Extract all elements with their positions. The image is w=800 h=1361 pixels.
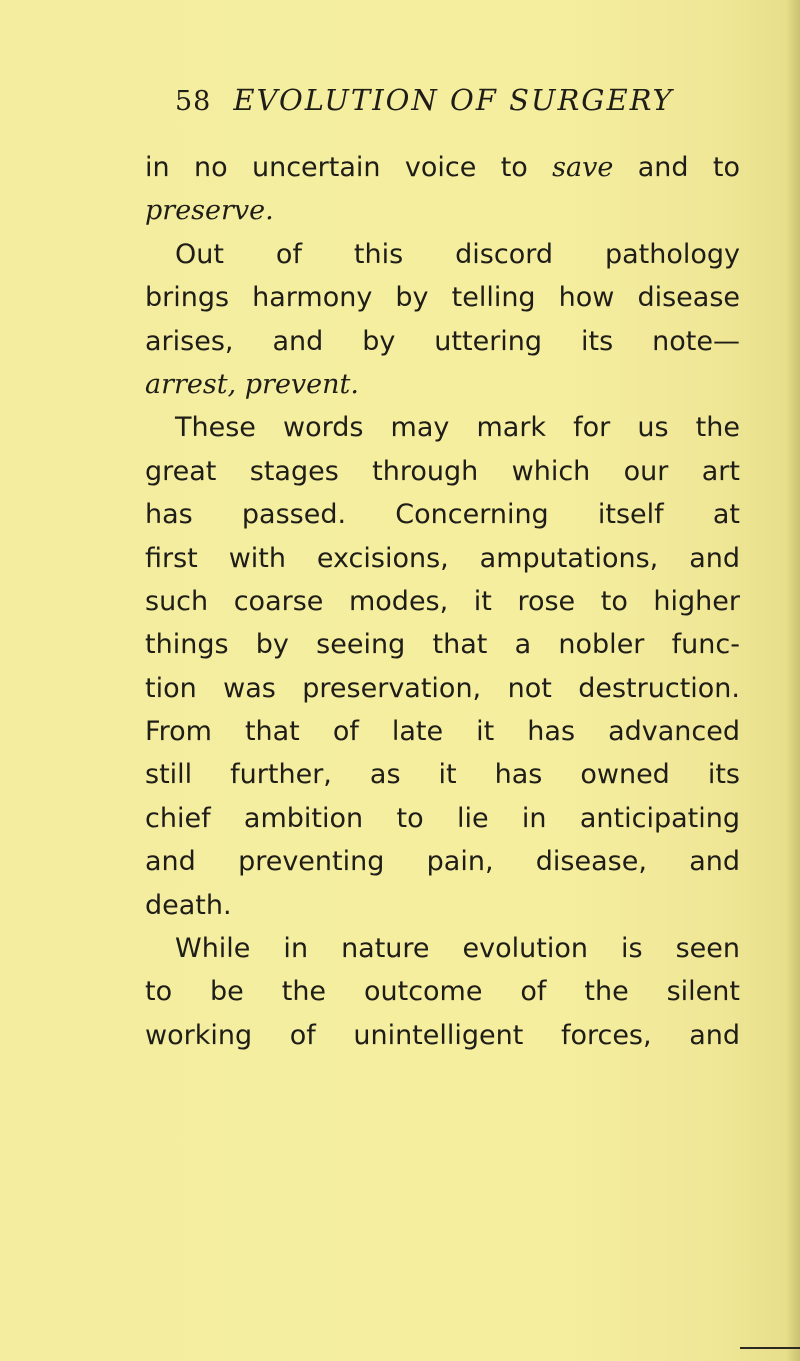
text-line: and preventing pain, disease, and xyxy=(145,846,740,878)
text-line: such coarse modes, it rose to higher xyxy=(145,585,740,617)
text-line: great stages through which our art xyxy=(145,455,740,487)
page-number: 58 xyxy=(175,86,212,117)
text-line: in no uncertain voice to save and to xyxy=(145,152,740,183)
page-edge-line xyxy=(740,1347,800,1349)
text-line xyxy=(145,189,740,232)
page-header xyxy=(175,83,735,123)
emphasis-preserve: preserve. xyxy=(145,195,274,227)
text-line xyxy=(145,363,740,406)
text-line: first with excisions, amputations, and xyxy=(145,542,740,574)
running-title: EVOLUTION OF SURGERY xyxy=(233,83,674,117)
text-line: While in nature evolution is seen xyxy=(175,933,740,965)
text-line: working of unintelligent forces, and xyxy=(145,1019,740,1051)
text-line: chief ambition to lie in anticipating xyxy=(145,802,740,834)
text-line: things by seeing that a nobler func- xyxy=(145,629,740,661)
text-line: From that of late it has advanced xyxy=(145,716,740,748)
text-line: brings harmony by telling how disease xyxy=(145,282,740,314)
text-line: arises, and by uttering its note— xyxy=(145,325,740,357)
text-line: tion was preservation, not destruction. xyxy=(145,672,740,704)
text-line: Out of this discord pathology xyxy=(175,238,740,270)
text-line: has passed. Concerning itself at xyxy=(145,499,740,531)
text-line: These words may mark for us the xyxy=(175,412,740,444)
text-line: to be the outcome of the silent xyxy=(145,976,740,1008)
emphasis-save: save xyxy=(552,152,614,183)
emphasis-arrest-prevent: arrest, prevent. xyxy=(145,368,359,400)
text-line: still further, as it has owned its xyxy=(145,759,740,791)
body-text xyxy=(145,146,740,1057)
page-edge-shadow xyxy=(786,0,800,1361)
text-line: death. xyxy=(145,889,232,921)
